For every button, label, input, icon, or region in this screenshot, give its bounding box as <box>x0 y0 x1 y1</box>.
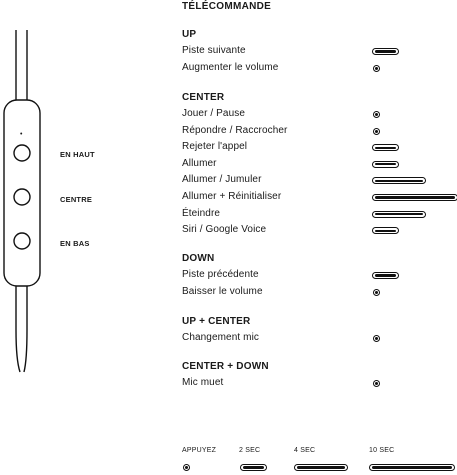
press-4sec-icon <box>372 177 426 184</box>
page-title: TÉLÉCOMMANDE <box>182 1 272 12</box>
section-heading: UP + CENTER <box>182 316 251 327</box>
press-dot-icon <box>373 65 380 72</box>
function-label: Siri / Google Voice <box>182 224 267 236</box>
remote-label-top: EN HAUT <box>60 150 95 159</box>
press-2sec-icon <box>372 161 399 168</box>
legend-label: 10 SEC <box>369 447 395 454</box>
legend-10sec-icon <box>369 464 455 471</box>
press-2sec-icon <box>372 48 399 55</box>
press-dot-icon <box>373 335 380 342</box>
function-label: Jouer / Pause <box>182 108 246 119</box>
press-10sec-icon <box>372 194 457 201</box>
remote-label-bottom: EN BAS <box>60 239 90 248</box>
function-label: Éteindre <box>182 207 221 219</box>
section-heading: DOWN <box>182 253 215 264</box>
remote-up-button <box>14 145 30 161</box>
section-heading: CENTER + DOWN <box>182 361 269 372</box>
remote-center-button <box>14 189 30 205</box>
function-label: Changement mic <box>182 332 259 343</box>
function-list <box>182 0 442 440</box>
remote-control-illustration <box>0 0 110 475</box>
press-dot-icon <box>373 380 380 387</box>
legend-2sec-icon <box>240 464 267 471</box>
function-label: Allumer + Réinitialiser <box>182 191 282 202</box>
function-label: Allumer <box>182 157 217 169</box>
press-4sec-icon <box>372 211 426 218</box>
function-label: Piste précédente <box>182 269 259 280</box>
mic-marker: • <box>20 131 23 138</box>
function-label: Mic muet <box>182 377 224 388</box>
function-label: Augmenter le volume <box>182 61 279 73</box>
section-heading: UP <box>182 29 197 40</box>
remote-label-center: CENTRE <box>60 195 93 204</box>
press-2sec-icon <box>372 272 399 279</box>
press-dot-icon <box>373 111 380 118</box>
function-label: Allumer / Jumuler <box>182 174 262 186</box>
legend-4sec-icon <box>294 464 348 471</box>
press-dot-icon <box>373 128 380 135</box>
press-2sec-icon <box>372 227 399 234</box>
function-label: Piste suivante <box>182 45 246 56</box>
legend-dot-icon <box>183 464 190 471</box>
function-label: Rejeter l'appel <box>182 141 248 153</box>
press-dot-icon <box>373 289 380 296</box>
legend-label: 4 SEC <box>294 447 316 454</box>
remote-down-button <box>14 233 30 249</box>
function-label: Répondre / Raccrocher <box>182 124 288 136</box>
legend-label: APPUYEZ <box>182 447 217 454</box>
press-2sec-icon <box>372 144 399 151</box>
legend-label: 2 SEC <box>239 447 261 454</box>
function-label: Baisser le volume <box>182 285 263 297</box>
section-heading: CENTER <box>182 92 225 103</box>
